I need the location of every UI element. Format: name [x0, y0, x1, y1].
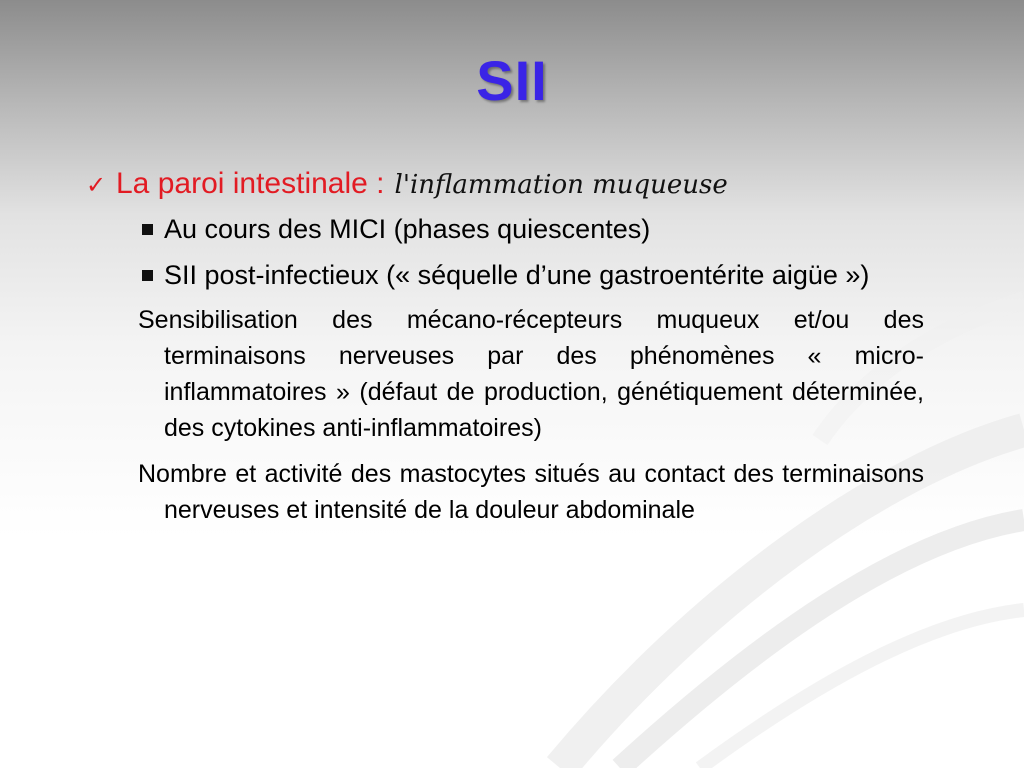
paragraph: Nombre et activité des mastocytes situés au contact des terminaisons nerveuses et intensité de la douleur abdominale [138, 460, 924, 524]
slide-title: SII [476, 49, 548, 112]
bullet-text: Au cours des MICI (phases quiescentes) [164, 214, 651, 244]
square-bullet-icon [142, 224, 153, 235]
level1-heading [86, 162, 924, 208]
bullet-item [140, 212, 924, 246]
square-bullet-icon [142, 270, 153, 281]
bullet-text: SII post-infectieux (« séquelle d’une gastroentérite aigüe ») [164, 260, 870, 290]
check-icon: ✓ [86, 172, 107, 199]
heading-italic: l'inflammation muqueuse [394, 170, 728, 200]
bullet-item [140, 258, 924, 292]
paragraph: Sensibilisation des mécano-récepteurs muqueux et/ou des terminaisons nerveuses par des phénomènes « micro-inflammatoires » (défaut de production, génétiquement déterminée, des cytokines anti-inflammatoires) [138, 306, 924, 442]
slide-content [86, 162, 924, 528]
heading-label: La paroi intestinale : [116, 167, 385, 200]
